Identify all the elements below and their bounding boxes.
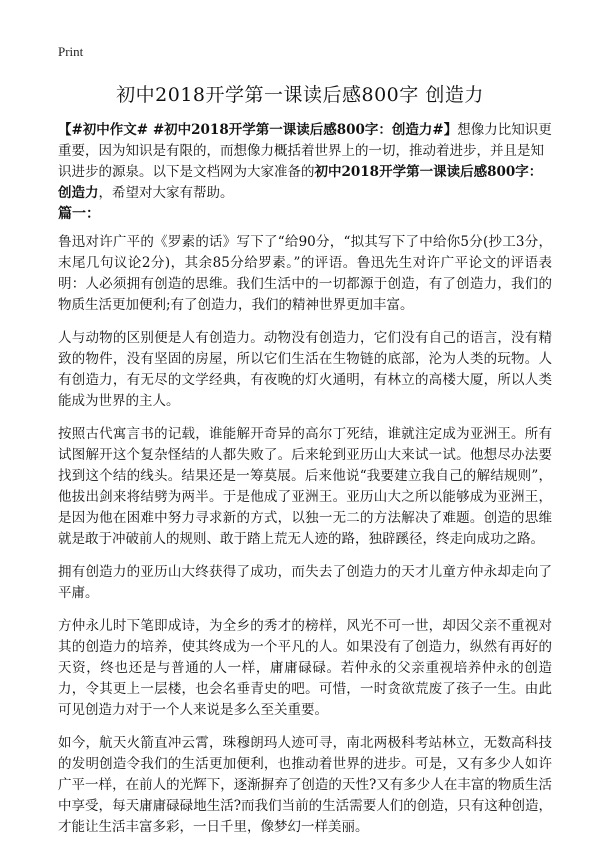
intro-paragraph [58, 120, 554, 204]
intro-text-2: ，希望对大家有帮助。 [98, 185, 234, 201]
intro-text-1: 想像力比知识更重要，因为知识是有限的，而想像力概括着世界上的一切，推动着进步，并且是知识进步的源泉。以下是文档网为大家准备的 [58, 122, 552, 180]
paragraph: 按照古代寓言书的记载，谁能解开奇异的高尔丁死结，谁就注定成为亚洲王。所有试图解开这个复杂怪结的人都失败了。后来轮到亚历山大来试一试。他想尽办法要找到这个结的线头。结果还是一筹莫展。后来他说“我要建立我自己的解结规则”，他拔出剑来将结劈为两半。于是他成了亚洲王。亚历山大之所以能够成为亚洲王，是因为他在困难中努力寻求新的方式，以独一无二的方法解决了难题。创造的思维就是敢于冲破前人的规则、敢于踏上荒无人迹的路，独辟蹊径，终走向成功之路。 [58, 426, 552, 547]
paragraph: 人与动物的区别便是人有创造力。动物没有创造力，它们没有自己的语言，没有精致的物件，没有坚固的房屋，所以它们生活在生物链的底部，沦为人类的玩物。人有创造力，有无尽的文学经典，有夜晚的灯火通明，有林立的高楼大厦，所以人类能成为世界的主人。 [58, 330, 552, 409]
intro-highlight: 初中2018开学第一课读后感800字：创造力 [58, 164, 543, 201]
paragraph: 拥有创造力的亚历山大终获得了成功，而失去了创造力的天才儿童方仲永却走向了平庸。 [58, 564, 552, 601]
paragraph: 鲁迅对许广平的《罗素的话》写下了“给90分，“拟其写下了中给你5分(抄工3分，末尾几句议论2分)，其余85分给罗素。”的评语。鲁迅先生对许广平论文的评语表明：人必须拥有创造的思维。我们生活中的一切都源于创造，有了创造力，我们的物质生活更加便利;有了创造力，我们的精神世界更加丰富。 [58, 234, 552, 313]
article-body [58, 232, 552, 850]
document-title: 初中2018开学第一课读后感800字 创造力 [116, 84, 484, 106]
print-link[interactable]: Print [58, 44, 84, 59]
section-heading: 篇一： [58, 206, 100, 222]
paragraph: 如今，航天火箭直冲云霄，珠穆朗玛人迹可寻，南北两极科考站林立，无数高科技的发明创造令我们的生活更加便利，也推动着世界的进步。可是，又有多少人如许广平一样，在前人的光辉下，逐渐摒弃了创造的天性?又有多少人在丰富的物质生活中享受，每天庸庸碌碌地生活?而我们当前的生活需要人们的创造，只有这种创造，才能让生活丰富多彩，一日千里，像梦幻一样美丽。 [58, 735, 552, 835]
paragraph: 方仲永儿时下笔即成诗，为全乡的秀才的榜样，风光不可一世，却因父亲不重视对其的创造力的培养，使其终成为一个平凡的人。如果没有了创造力，纵然有再好的天资，终也还是与普通的人一样，庸庸碌碌。若仲永的父亲重视培养仲永的创造力，令其更上一层楼，也会名垂青史的吧。可惜，一时贪欲荒废了孩子一生。由此可见创造力对于一个人来说是多么至关重要。 [58, 618, 552, 718]
intro-tag: 【#初中作文# #初中2018开学第一课读后感800字：创造力#】 [58, 122, 458, 138]
